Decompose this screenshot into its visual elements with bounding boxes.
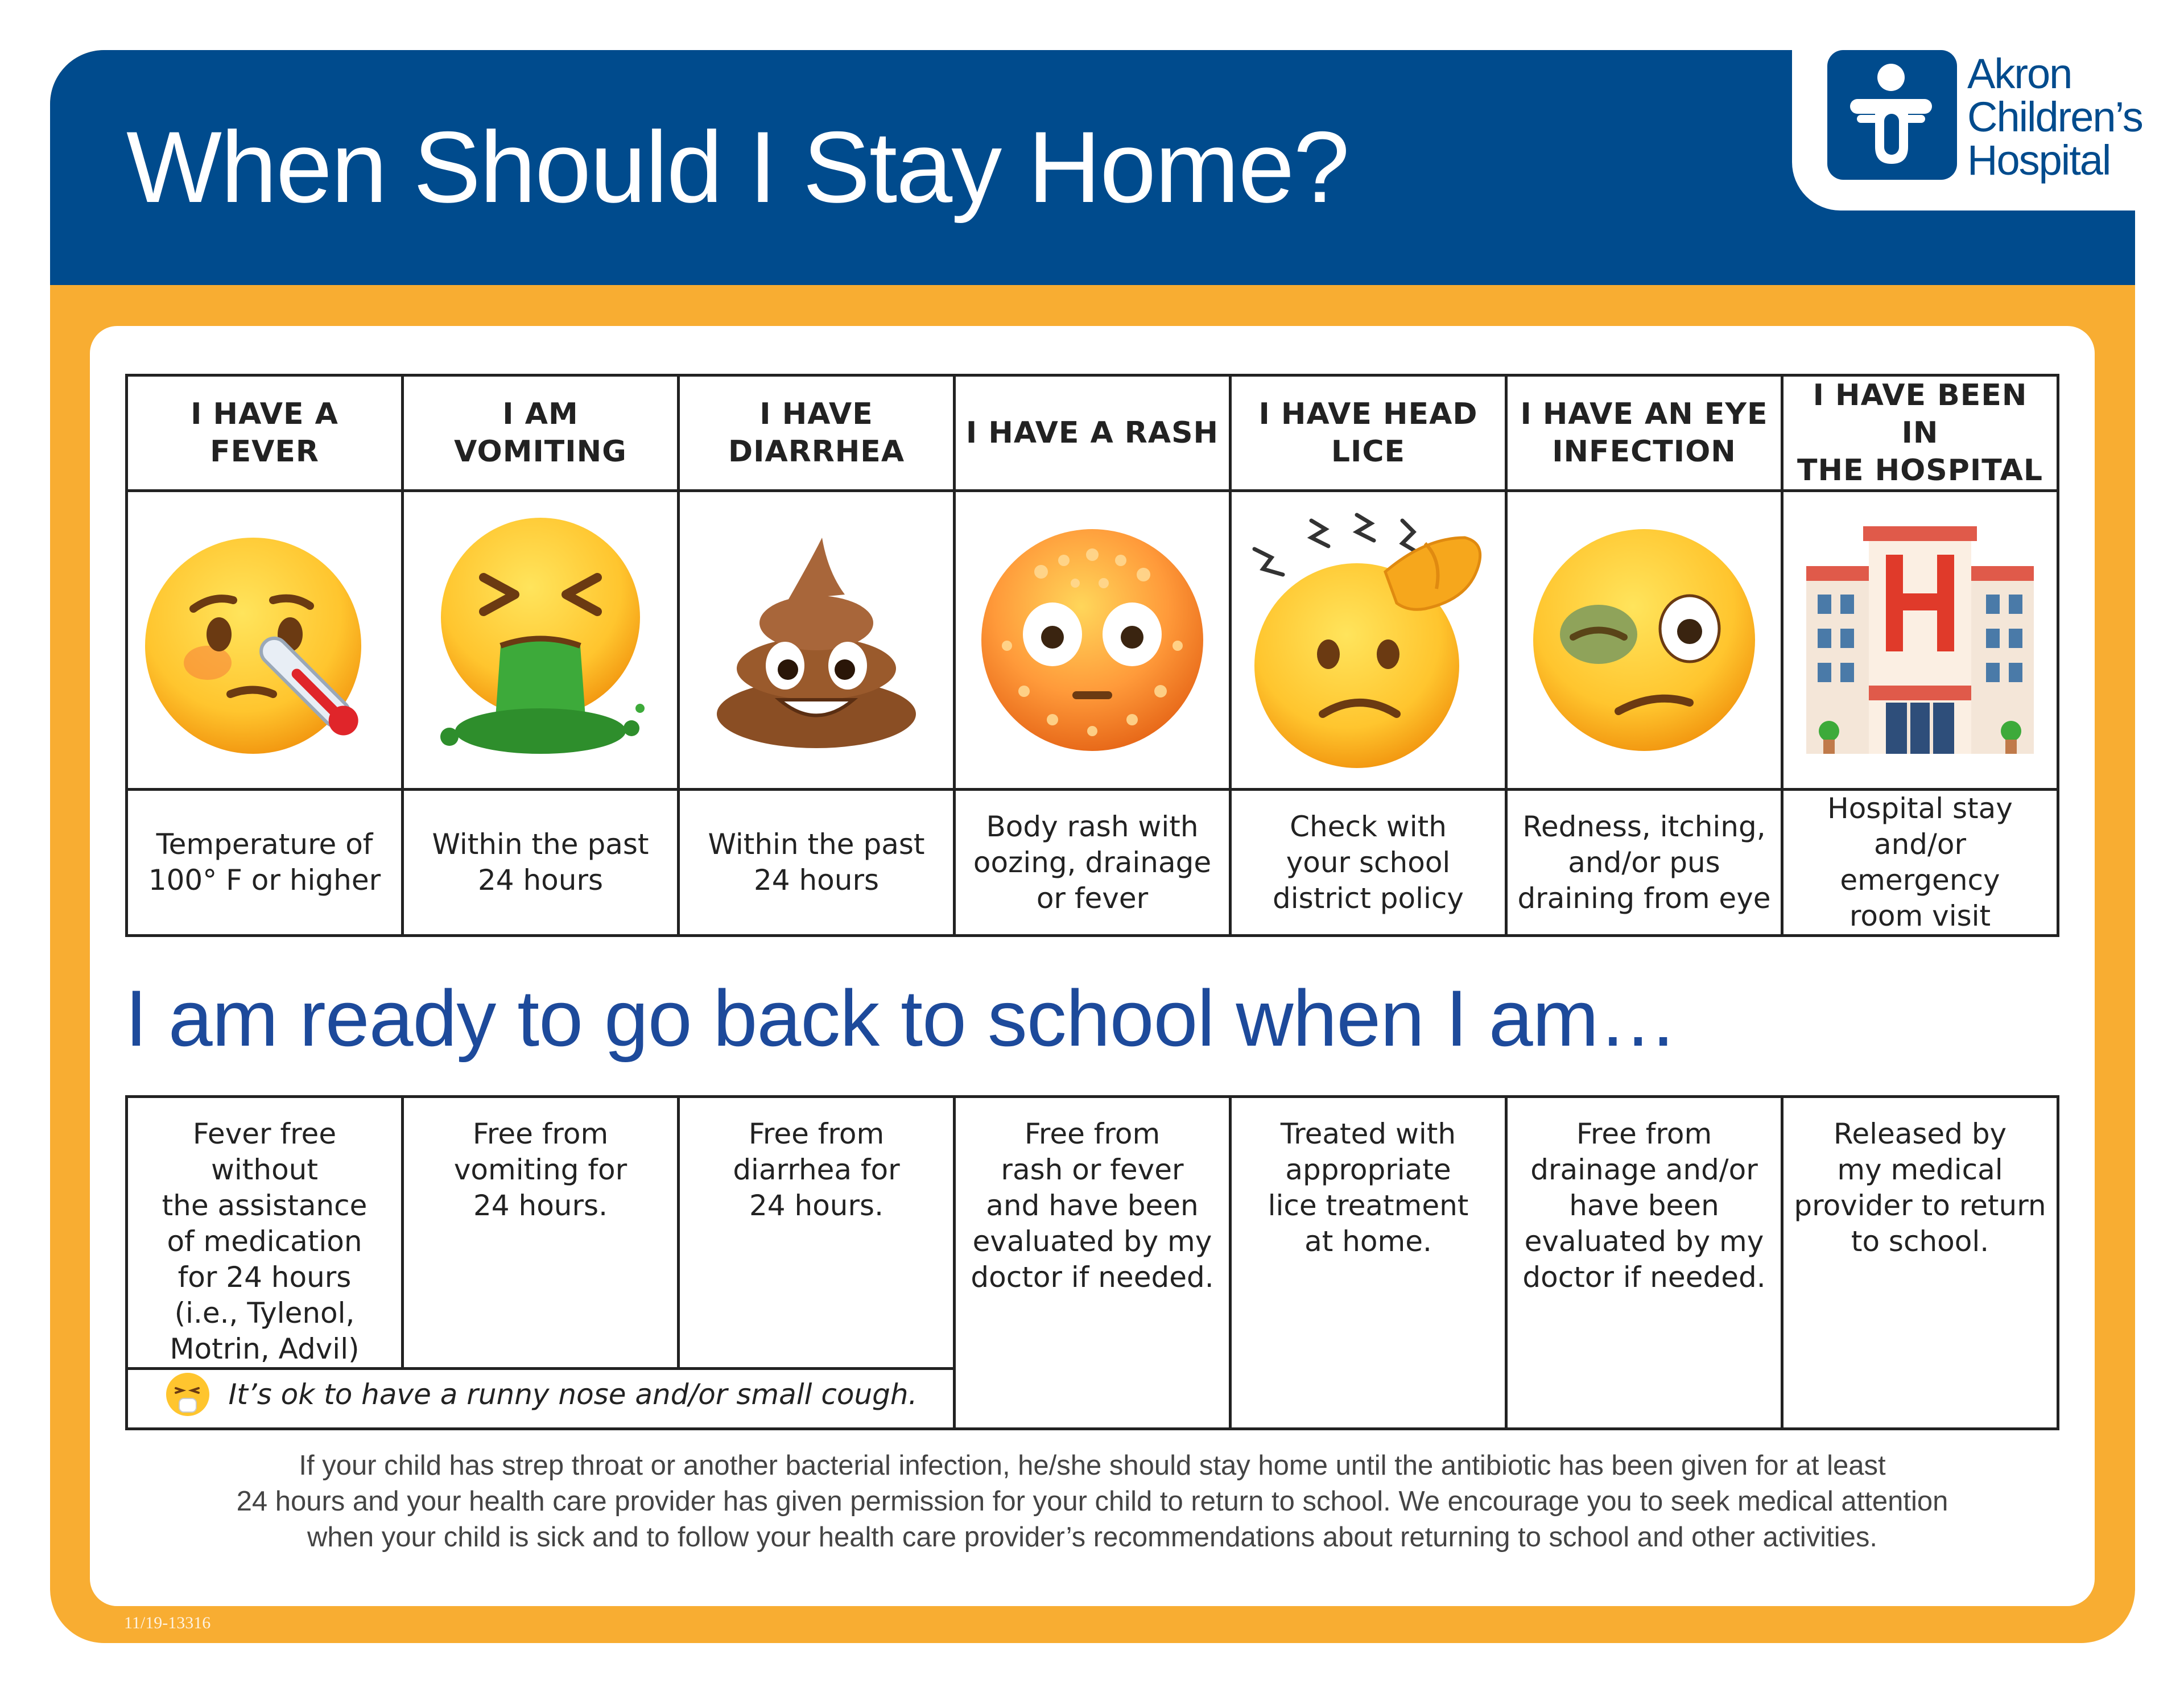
- symptom-header-row: [127, 375, 2058, 491]
- logo-text: [1967, 52, 2142, 182]
- hospital-icon: [1795, 521, 2045, 760]
- symptom-icon-cell: [403, 491, 679, 790]
- symptom-header: I HAVE A RASH: [955, 375, 1231, 491]
- symptom-header: I HAVE AN EYE INFECTION: [1506, 375, 1782, 491]
- symptom-icon-cell: [955, 491, 1231, 790]
- symptom-desc: Temperature of 100° F or higher: [127, 790, 403, 936]
- rash-face-icon: [973, 521, 1212, 760]
- criteria-cell: Free from diarrhea for 24 hours.: [679, 1097, 955, 1369]
- symptom-desc: Within the past 24 hours: [679, 790, 955, 936]
- symptom-header: I HAVE DIARRHEA: [679, 375, 955, 491]
- criteria-cell: Fever free without the assistance of medication for 24 hours (i.e., Tylenol, Motrin, Advil): [127, 1097, 403, 1369]
- criteria-cell: Treated with appropriate lice treatment at home.: [1231, 1097, 1506, 1429]
- note-text: It’s ok to have a runny nose and/or small cough.: [228, 1377, 918, 1411]
- form-code: 11/19-13316: [124, 1613, 211, 1632]
- criteria-cell: Free from vomiting for 24 hours.: [403, 1097, 679, 1369]
- symptom-icon-cell: [679, 491, 955, 790]
- symptom-header: I AM VOMITING: [403, 375, 679, 491]
- criteria-cell: Free from rash or fever and have been evaluated by my doctor if needed.: [955, 1097, 1231, 1429]
- ready-heading: I am ready to go back to school when I am…: [125, 973, 1678, 1063]
- poop-icon: [703, 526, 930, 754]
- symptom-header: I HAVE HEAD LICE: [1231, 375, 1506, 491]
- symptom-desc-row: [127, 790, 2058, 936]
- symptom-icon-row: [127, 491, 2058, 790]
- footer-paragraph: [171, 1448, 2014, 1555]
- footer-line: If your child has strep throat or another bacterial infection, he/she should stay home until the antibiotic has been given for at least: [299, 1450, 1886, 1481]
- symptom-header: I HAVE A FEVER: [127, 375, 403, 491]
- criteria-row: [127, 1097, 2058, 1369]
- runny-nose-note: [127, 1369, 955, 1429]
- footer-line: 24 hours and your health care provider has given permission for your child to return to school. We encourage you to seek medical attention: [236, 1486, 1948, 1517]
- logo-line: Akron: [1967, 50, 2072, 97]
- symptom-icon-cell: [1231, 491, 1506, 790]
- eye-infection-face-icon: [1525, 521, 1764, 760]
- logo-line: Children’s: [1967, 93, 2142, 141]
- sneezing-face-icon: [163, 1370, 212, 1419]
- symptom-desc: Body rash with oozing, drainage or fever: [955, 790, 1231, 936]
- symptom-desc: Within the past 24 hours: [403, 790, 679, 936]
- page-title: When Should I Stay Home?: [126, 110, 1349, 224]
- criteria-cell: Released by my medical provider to return to school.: [1782, 1097, 2058, 1429]
- symptom-desc: Check with your school district policy: [1231, 790, 1506, 936]
- symptom-desc: Redness, itching, and/or pus draining from eye: [1506, 790, 1782, 936]
- head-lice-face-icon: [1237, 503, 1499, 777]
- symptom-icon-cell: [1506, 491, 1782, 790]
- symptom-desc: Hospital stay and/or emergency room visit: [1782, 790, 2058, 936]
- symptom-icon-cell: [1782, 491, 2058, 790]
- symptom-header: I HAVE BEEN IN THE HOSPITAL: [1782, 375, 2058, 491]
- symptom-icon-cell: [127, 491, 403, 790]
- vomiting-face-icon: [415, 509, 666, 771]
- fever-thermometer-face-icon: [139, 515, 390, 765]
- hospital-logo-icon: [1827, 50, 1957, 180]
- footer-line: when your child is sick and to follow your health care provider’s recommendations about returning to school and other activities.: [307, 1522, 1877, 1553]
- symptom-table: [125, 374, 2059, 937]
- logo-line: Hospital: [1967, 137, 2111, 184]
- criteria-cell: Free from drainage and/or have been evaluated by my doctor if needed.: [1506, 1097, 1782, 1429]
- return-criteria-table: [125, 1095, 2059, 1430]
